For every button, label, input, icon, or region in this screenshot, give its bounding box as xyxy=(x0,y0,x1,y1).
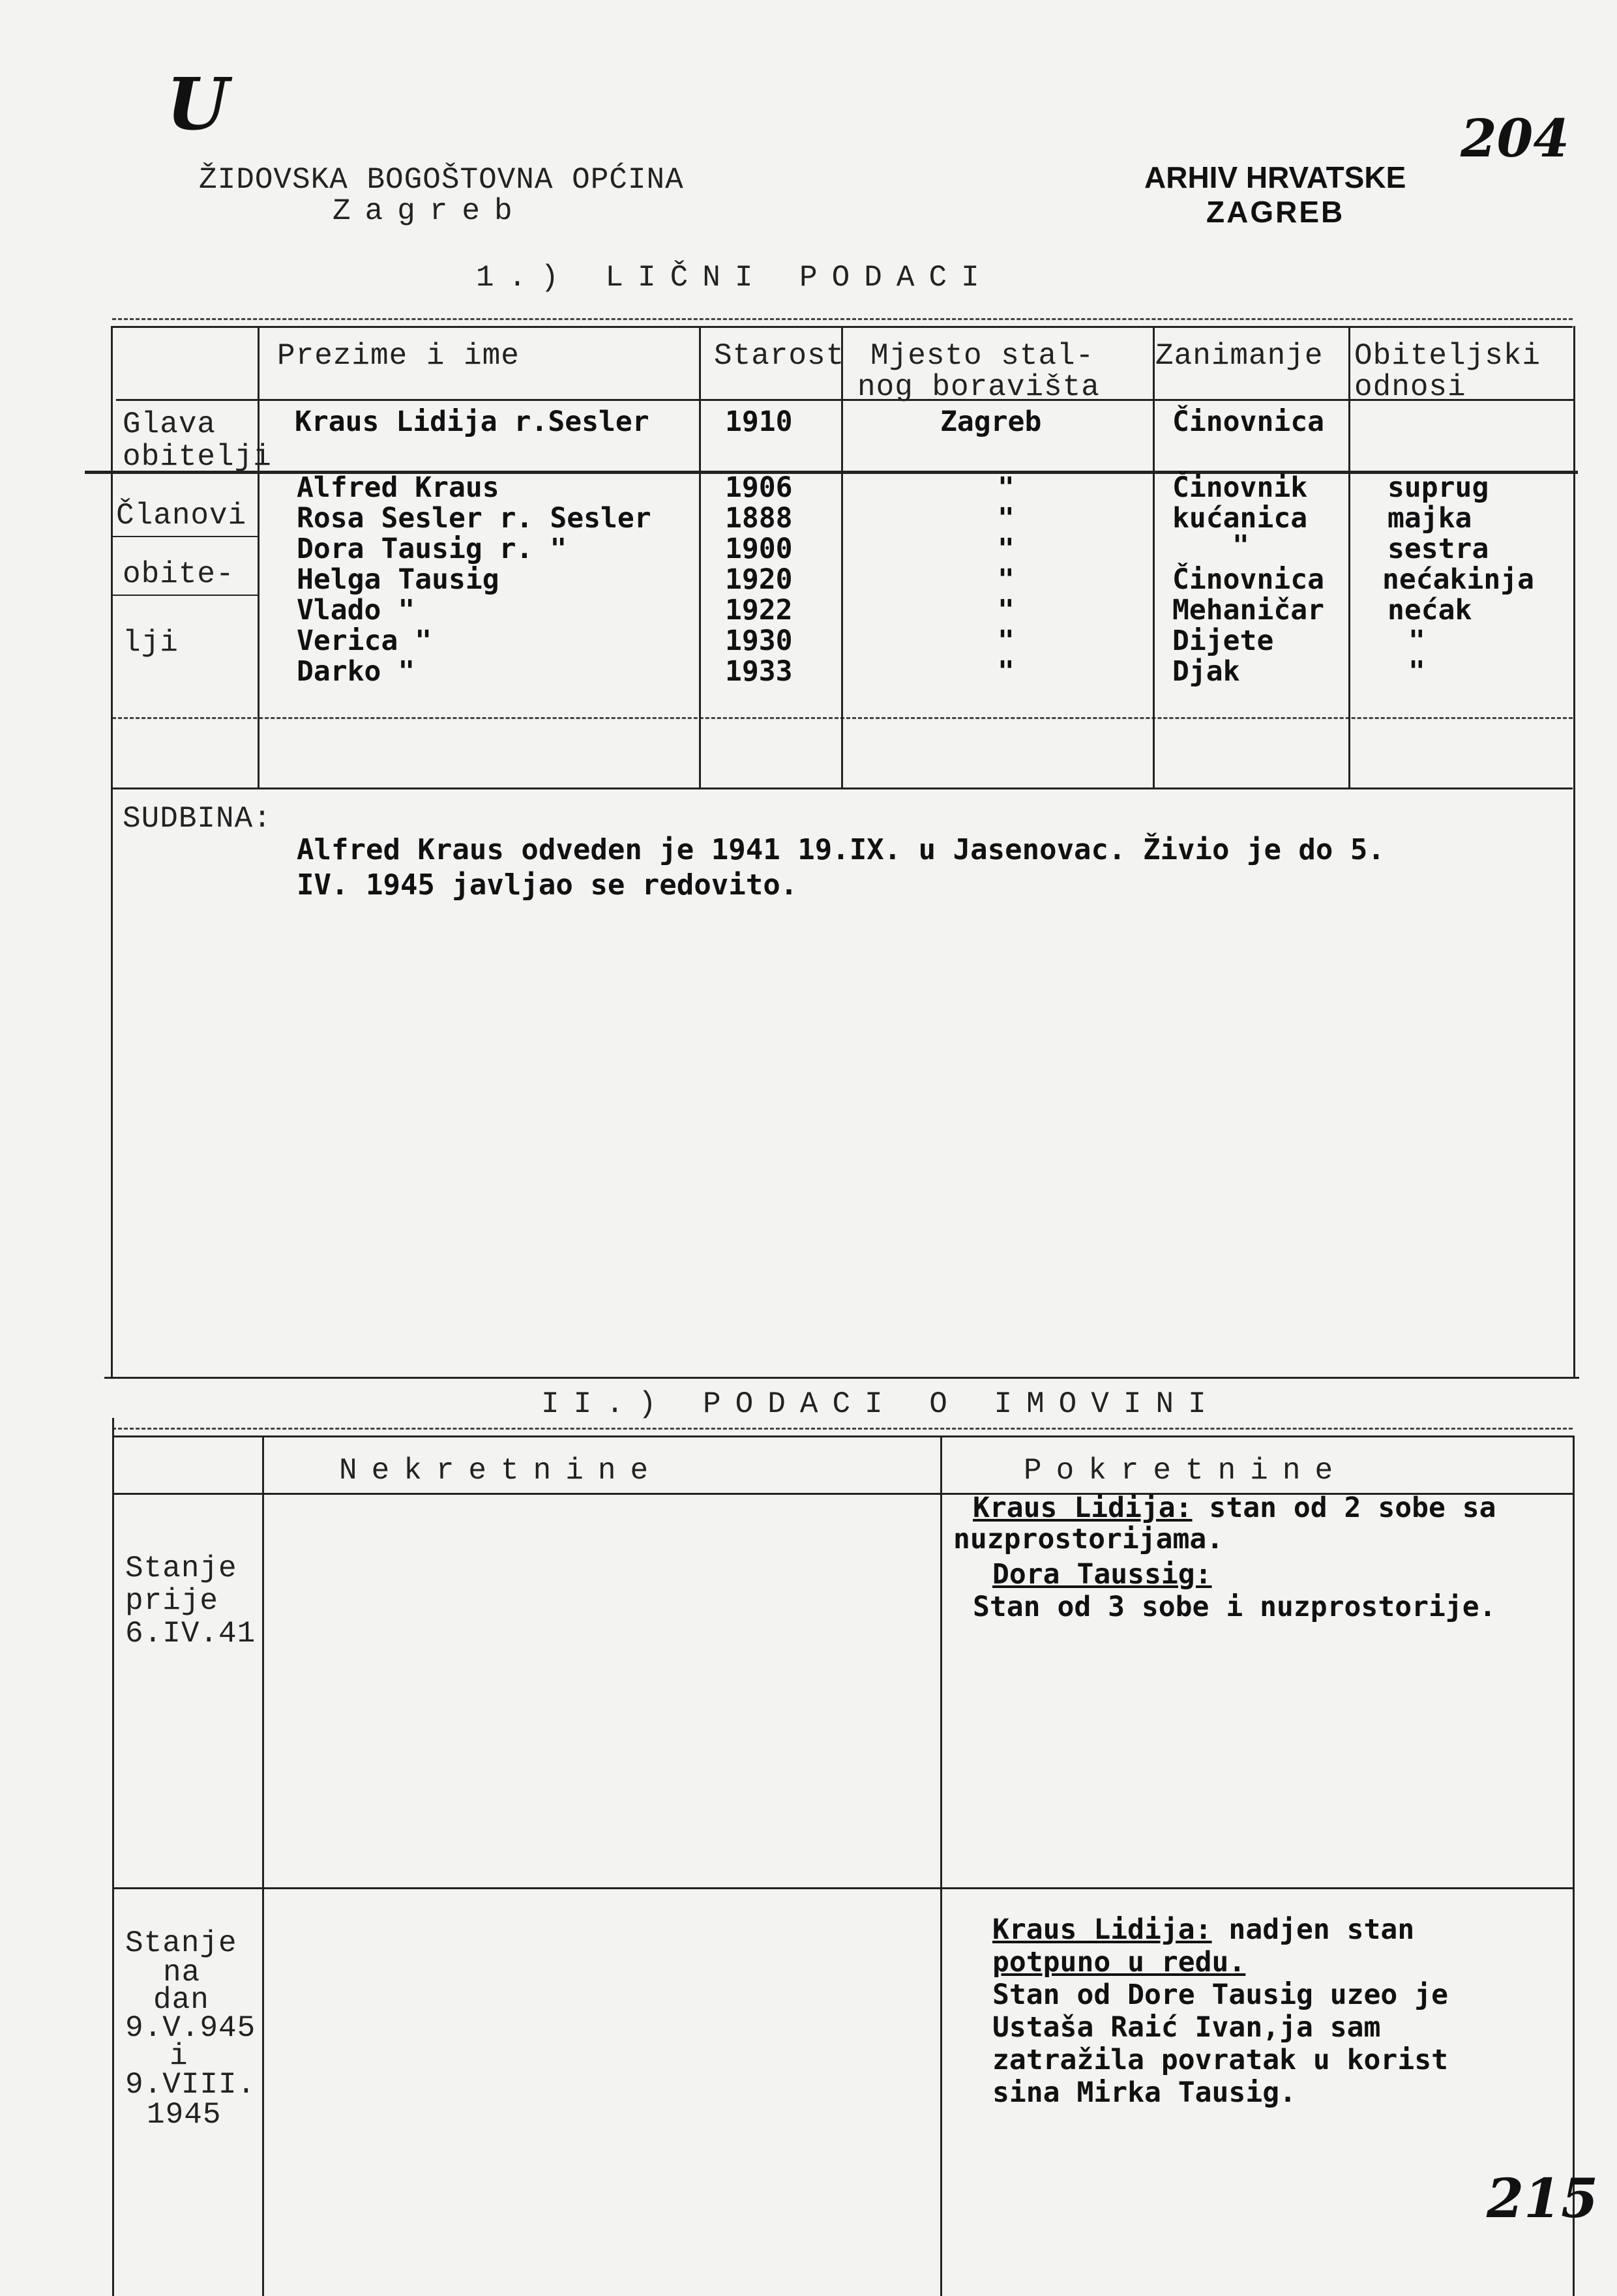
after-entry-1 xyxy=(992,1913,1414,1946)
fate-label: SUDBINA: xyxy=(123,802,272,836)
col-header-name: Prezime i ime xyxy=(277,339,520,373)
member-name: Darko " xyxy=(297,655,415,688)
before-text-1: stan od 2 sobe sa xyxy=(1192,1492,1496,1524)
col-header-relation-1: Obiteljski xyxy=(1354,339,1541,373)
col-header-real-estate: Nekretnine xyxy=(339,1454,663,1488)
before-label-3: 6.IV.41 xyxy=(125,1617,256,1651)
head-name: Kraus Lidija r.Sesler xyxy=(295,405,649,438)
member-age: 1920 xyxy=(725,563,793,596)
col-header-age: Starost xyxy=(714,339,845,373)
member-relation: " xyxy=(1408,625,1425,657)
member-occupation: Činovnik xyxy=(1172,471,1308,504)
after-label-2: na xyxy=(163,1956,201,1990)
after-label-6: 9.VIII. xyxy=(125,2068,256,2102)
archive-stamp-line2: ZAGREB xyxy=(1206,195,1345,229)
member-age: 1922 xyxy=(725,594,793,626)
org-city: Zagreb xyxy=(333,194,527,228)
member-name: Vlado " xyxy=(297,594,415,626)
member-occupation: Mehaničar xyxy=(1172,594,1324,626)
head-place: Zagreb xyxy=(940,405,1042,438)
member-name: Dora Tausig r. " xyxy=(297,533,567,565)
member-name: Helga Tausig xyxy=(297,563,499,596)
member-age: 1888 xyxy=(725,502,793,535)
head-age: 1910 xyxy=(725,405,793,438)
after-line-2: potpuno u redu. xyxy=(992,1946,1246,1979)
member-relation: sestra xyxy=(1387,533,1489,565)
row-label-head-2: obitelji xyxy=(123,440,272,474)
before-label-1: Stanje xyxy=(125,1552,237,1585)
section2-title: II.) PODACI O IMOVINI xyxy=(541,1387,1221,1421)
member-place: " xyxy=(998,594,1015,626)
row-label-members-1: Članovi xyxy=(116,499,247,533)
col-header-place-1: Mjesto stal- xyxy=(870,339,1095,373)
fate-line-2: IV. 1945 javljao se redovito. xyxy=(297,868,798,902)
col-header-movables: Pokretnine xyxy=(1024,1454,1348,1488)
member-occupation: " xyxy=(1232,529,1249,562)
member-age: 1900 xyxy=(725,533,793,565)
handwritten-mark: U xyxy=(166,62,229,146)
member-relation: " xyxy=(1408,655,1425,688)
section1-title: 1.) LIČNI PODACI xyxy=(476,261,994,295)
before-owner-2: Dora Taussig: xyxy=(992,1558,1212,1591)
after-line-5: zatražila povratak u korist xyxy=(992,2044,1448,2076)
after-line-4: Ustaša Raić Ivan,ja sam xyxy=(992,2011,1381,2044)
before-text-1b: nuzprostorijama. xyxy=(953,1523,1224,1555)
before-owner-1: Kraus Lidija: xyxy=(973,1492,1193,1524)
member-place: " xyxy=(998,502,1015,535)
member-occupation: Činovnica xyxy=(1172,563,1324,596)
fate-line-1: Alfred Kraus odveden je 1941 19.IX. u Jasenovac. Živio je do 5. xyxy=(297,833,1385,866)
member-relation: suprug xyxy=(1387,471,1489,504)
member-age: 1930 xyxy=(725,625,793,657)
after-line-3: Stan od Dore Tausig uzeo je xyxy=(992,1979,1448,2011)
member-occupation: Dijete xyxy=(1172,625,1274,657)
member-relation: nećakinja xyxy=(1382,563,1534,596)
member-relation: nećak xyxy=(1387,594,1472,626)
col-header-place-2: nog boravišta xyxy=(857,370,1100,404)
member-place: " xyxy=(998,563,1015,596)
member-age: 1933 xyxy=(725,655,793,688)
member-name: Verica " xyxy=(297,625,432,657)
member-age: 1906 xyxy=(725,471,793,504)
after-label-7: 1945 xyxy=(147,2098,222,2132)
member-relation: majka xyxy=(1387,502,1472,535)
row-label-head-1: Glava xyxy=(123,407,216,441)
after-label-1: Stanje xyxy=(125,1926,237,1960)
member-place: " xyxy=(998,533,1015,565)
row-label-members-2: obite- xyxy=(123,557,235,591)
member-occupation: Djak xyxy=(1172,655,1240,688)
page-number-bottom: 215 xyxy=(1487,2168,1599,2230)
member-occupation: kućanica xyxy=(1172,502,1308,535)
after-line-6: sina Mirka Tausig. xyxy=(992,2076,1296,2109)
head-occupation: Činovnica xyxy=(1172,405,1324,438)
after-owner: Kraus Lidija: xyxy=(992,1913,1212,1946)
member-name: Rosa Sesler r. Sesler xyxy=(297,502,651,535)
row-label-members-3: lji xyxy=(123,626,179,660)
before-label-2: prije xyxy=(125,1584,219,1618)
after-label-4: 9.V.945 xyxy=(125,2011,256,2045)
archive-stamp-line1: ARHIV HRVATSKE xyxy=(1144,160,1406,194)
after-label-3: dan xyxy=(153,1983,209,2017)
member-place: " xyxy=(998,655,1015,688)
org-name: ŽIDOVSKA BOGOŠTOVNA OPĆINA xyxy=(199,163,684,197)
before-entry-1 xyxy=(973,1492,1496,1524)
col-header-occupation: Zanimanje xyxy=(1155,339,1324,373)
member-place: " xyxy=(998,471,1015,504)
member-name: Alfred Kraus xyxy=(297,471,499,504)
after-line-1: nadjen stan xyxy=(1211,1913,1415,1946)
page-number-top: 204 xyxy=(1461,108,1569,169)
member-place: " xyxy=(998,625,1015,657)
col-header-relation-2: odnosi xyxy=(1354,370,1466,404)
after-label-5: i xyxy=(170,2039,188,2073)
before-text-2: Stan od 3 sobe i nuzprostorije. xyxy=(973,1591,1496,1623)
